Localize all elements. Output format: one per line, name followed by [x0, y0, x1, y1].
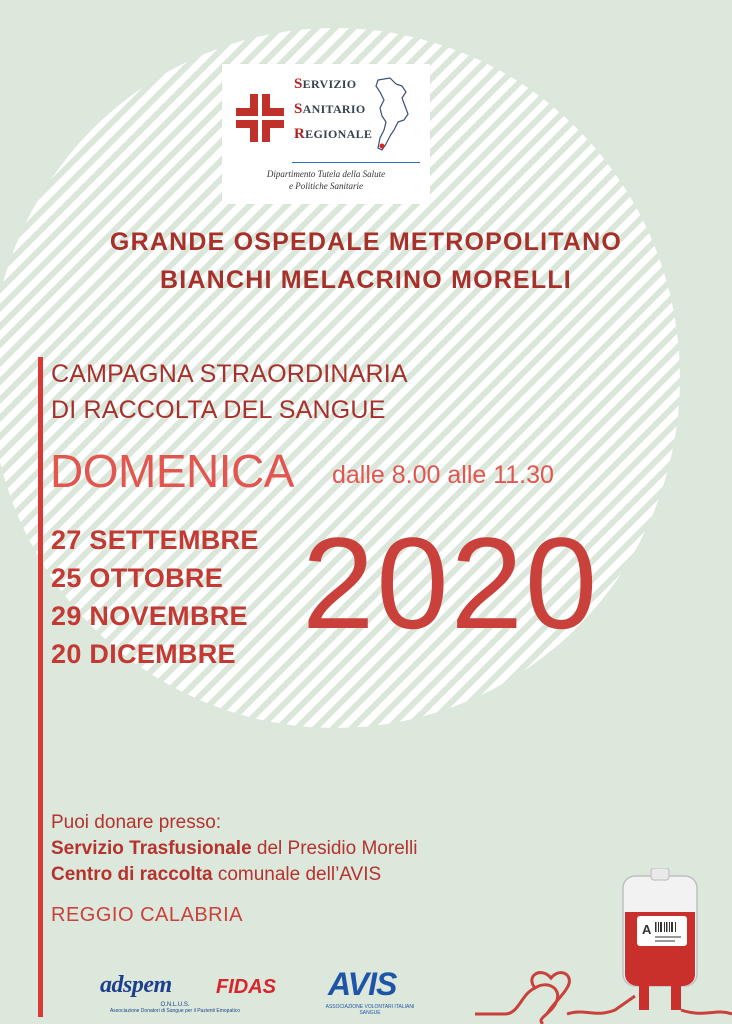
hospital-name-line-2: BIANCHI MELACRINO MORELLI — [160, 266, 572, 294]
ssr-logo — [222, 64, 430, 204]
date-item: 20 DICEMBRE — [51, 639, 236, 669]
adspem-wordmark: adspem — [100, 972, 172, 998]
city-label: REGGIO CALABRIA — [51, 904, 243, 926]
day-label: DOMENICA — [50, 445, 294, 497]
avis-wordmark: AVIS — [328, 966, 397, 1002]
logo-department — [222, 168, 430, 192]
ssr-line-servizio: SERVIZIO — [294, 76, 357, 92]
ssr-text — [294, 72, 372, 147]
accent-vertical-bar — [38, 357, 43, 1017]
campaign-line-1: CAMPAGNA STRAORDINARIA — [51, 360, 408, 388]
hours-label: dalle 8.00 alle 11.30 — [332, 461, 554, 489]
fidas-wordmark: FIDAS — [216, 976, 276, 998]
adspem-subtitle: O.N.L.U.S. Associazione Donatori di Sangue per il Pazienti Emopatico — [109, 1002, 241, 1014]
avis-logo — [318, 966, 418, 1016]
date-item: 27 SETTEMBRE — [51, 525, 259, 555]
blood-bag-icon — [475, 868, 732, 1024]
year-label: 2020 — [302, 510, 600, 656]
donate-location-2: Centro di raccolta comunale dell’AVIS — [51, 864, 382, 885]
dept-line-1: Dipartimento Tutela della Salute — [266, 169, 386, 179]
date-item: 25 OTTOBRE — [51, 563, 224, 593]
dept-line-2: e Politiche Sanitarie — [289, 181, 363, 191]
campaign-line-2: DI RACCOLTA DEL SANGUE — [51, 396, 386, 424]
calabria-map-icon — [372, 76, 412, 154]
blood-type-label: A — [642, 922, 652, 937]
adspem-fidas-logo — [100, 972, 276, 1014]
ssr-line-sanitario: SANITARIO — [294, 101, 366, 117]
logo-divider — [292, 162, 420, 163]
medical-cross-icon — [236, 94, 284, 142]
avis-subtitle: ASSOCIAZIONE VOLONTARI ITALIANI SANGUE — [325, 1004, 415, 1016]
ssr-line-regionale: REGIONALE — [294, 126, 373, 142]
donate-location-1: Servizio Trasfusionale del Presidio Morelli — [51, 838, 418, 859]
donate-intro: Puoi donare presso: — [51, 812, 222, 833]
date-item: 29 NOVEMBRE — [51, 601, 248, 631]
hospital-name-line-1: GRANDE OSPEDALE METROPOLITANO — [109, 228, 623, 256]
